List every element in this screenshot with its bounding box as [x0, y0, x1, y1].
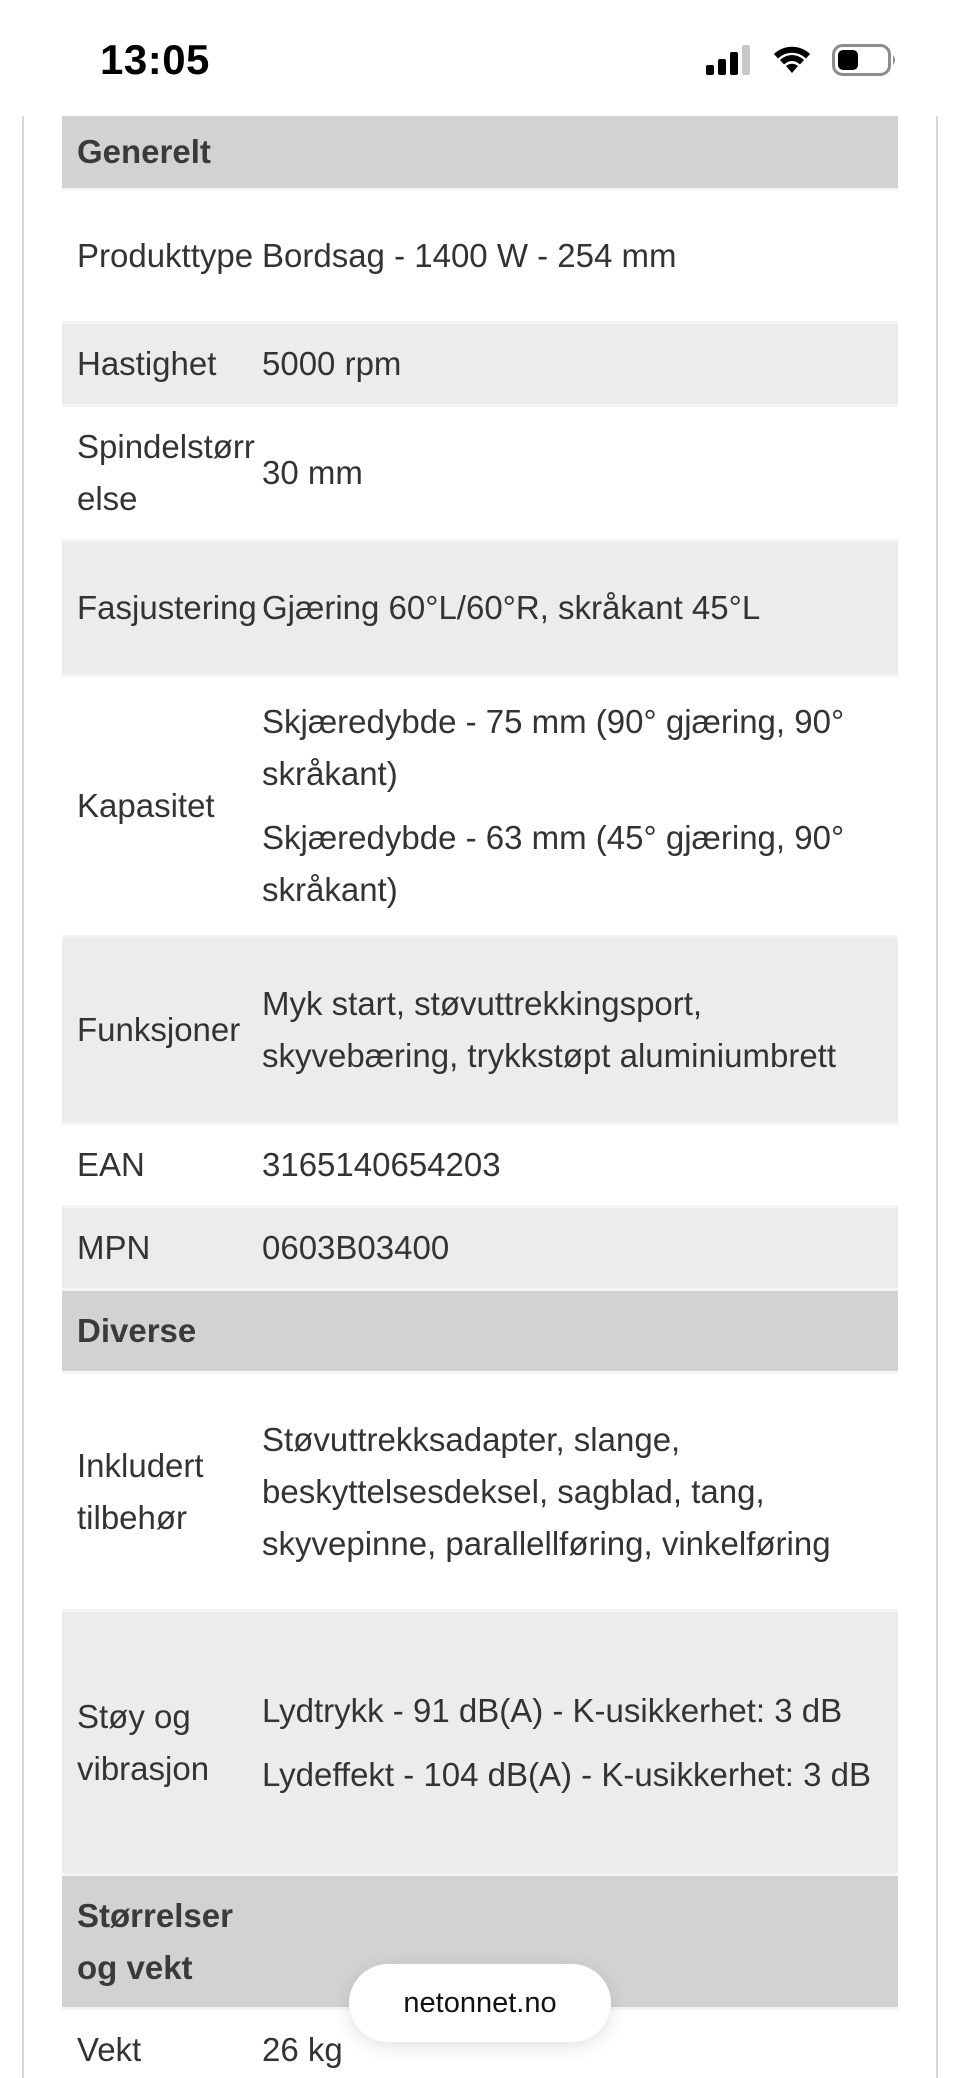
row-label: Spindelstørrelse [77, 428, 255, 517]
row-label: Produkttype [77, 237, 254, 274]
table-row [62, 542, 898, 677]
status-time: 13:05 [100, 36, 210, 83]
row-label: EAN [77, 1146, 145, 1183]
table-row [62, 1374, 898, 1612]
row-label: Funksjoner [77, 1011, 241, 1048]
table-row [62, 1612, 898, 1876]
row-value: 5000 rpm [262, 345, 402, 382]
status-bar [0, 0, 960, 116]
wifi-icon [772, 45, 812, 75]
table-row [62, 1125, 898, 1208]
row-label: Kapasitet [77, 787, 215, 824]
row-value: Bordsag - 1400 W - 254 mm [262, 237, 677, 274]
row-value: 30 mm [262, 454, 363, 491]
table-row [62, 938, 898, 1125]
row-value: Skjæredybde - 75 mm (90° gjæring, 90° skråkant) Skjæredybde - 63 mm (45° gjæring, 90° skråkant) [262, 703, 845, 908]
row-label: Støy og vibrasjon [77, 1697, 210, 1787]
row-label: Hastighet [77, 345, 217, 382]
row-label: MPN [77, 1229, 151, 1266]
battery-icon [832, 44, 898, 76]
row-value: Gjæring 60°L/60°R, skråkant 45°L [262, 589, 761, 626]
section-header-diverse [62, 1291, 898, 1374]
section-title: Størrelser og vekt [77, 1896, 233, 1986]
table-row [62, 677, 898, 938]
row-label: Inkludert tilbehør [77, 1446, 204, 1536]
row-value: 3165140654203 [262, 1146, 501, 1183]
row-value: Myk start, støvuttrekkingsport, skyvebæring, trykkstøpt aluminiumbrett [262, 985, 837, 1074]
row-value: 26 kg [262, 2031, 343, 2068]
table-row [62, 191, 898, 324]
row-value: Støvuttrekksadapter, slange, beskyttelsesdeksel, sagblad, tang, skyvepinne, parallellføring, vinkelføring [262, 1420, 831, 1562]
table-row [62, 407, 898, 542]
row-label: Vekt [77, 2031, 142, 2068]
section-title: Diverse [77, 1312, 197, 1349]
section-header-generelt [62, 116, 898, 191]
row-value: 0603B03400 [262, 1229, 450, 1266]
table-row [62, 1208, 898, 1291]
spec-table [62, 116, 898, 2078]
status-icons [706, 44, 898, 76]
url-domain-pill[interactable]: netonnet.no [349, 1964, 611, 2042]
section-title: Generelt [77, 133, 211, 170]
table-row [62, 324, 898, 407]
row-label: Fasjustering [77, 589, 257, 626]
cellular-signal-icon [706, 45, 752, 75]
row-value: Lydtrykk - 91 dB(A) - K-usikkerhet: 3 dB Lydeffekt - 104 dB(A) - K-usikkerhet: 3 dB [262, 1691, 871, 1793]
